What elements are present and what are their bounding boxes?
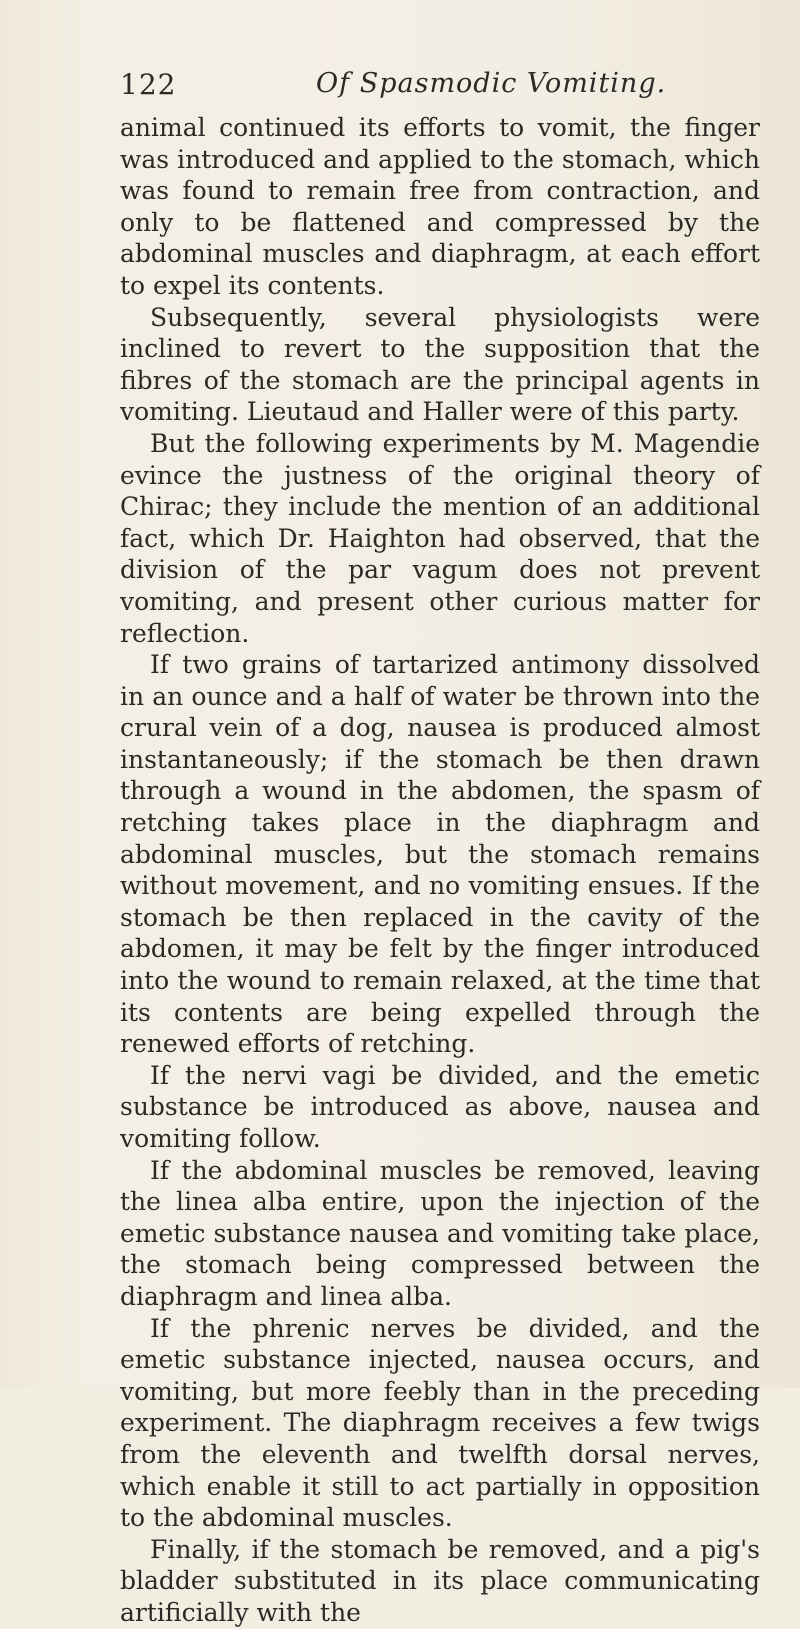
running-head: Of Spasmodic Vomiting. [316,68,667,99]
paragraph-antimony-experiment: If two grains of tartarized antimony dissolved in an ounce and a half of water be thrown into the crural vein of a dog, nausea is produced almost instantaneously; if the stomach be then drawn through a wound in the abdomen, the spasm of retching takes place in the diaphragm and abdominal muscles, but the stomach remains without movement, and no vomiting ensues. If the stomach be then replaced in the cavity of the abdomen, it may be felt by the finger introduced into the wound to remain relaxed, at the time that its contents are being expelled through the renewed efforts of retching. [120,650,760,1059]
paragraph-phrenic-nerves: If the phrenic nerves be divided, and the emetic substance injected, nausea occurs, and vomiting, but more feebly than in the preceding experiment. The diaphragm receives a few twigs from the eleventh and twelfth dorsal nerves, which enable it still to act partially in opposition to the abdominal muscles. [120,1313,760,1533]
paragraph-magendie-experiments: But the following experiments by M. Magendie evince the justness of the original theory of Chirac; they include the mention of an additional fact, which Dr. Haighton had observed, that the division of the par vagum does not prevent vomiting, and present other curious matter for reflection. [120,428,760,648]
paragraph-continuation: animal continued its efforts to vomit, the finger was introduced and applied to the stomach, which was found to remain free from contraction, and only to be flattened and compressed by the abdominal muscles and diaphragm, at each effort to expel its contents. [120,113,760,300]
paragraph-physiologists: Subsequently, several physiologists were inclined to revert to the supposition that the fibres of the stomach are the principal agents in vomiting. Lieutaud and Haller were of this party. [120,302,760,427]
paragraph-abdominal-muscles: If the abdominal muscles be removed, leaving the linea alba entire, upon the injection of the emetic substance nausea and vomiting take place, the stomach being compressed between the diaphragm and linea alba. [120,1155,760,1311]
page-number: 122 [120,68,177,101]
paragraph-pigs-bladder: Finally, if the stomach be removed, and a pig's bladder substituted in its place communicating artificially with the [120,1534,760,1627]
body-text [120,112,760,1629]
page-header [120,68,760,108]
paragraph-nervi-vagi: If the nervi vagi be divided, and the emetic substance be introduced as above, nausea and vomiting follow. [120,1060,760,1153]
